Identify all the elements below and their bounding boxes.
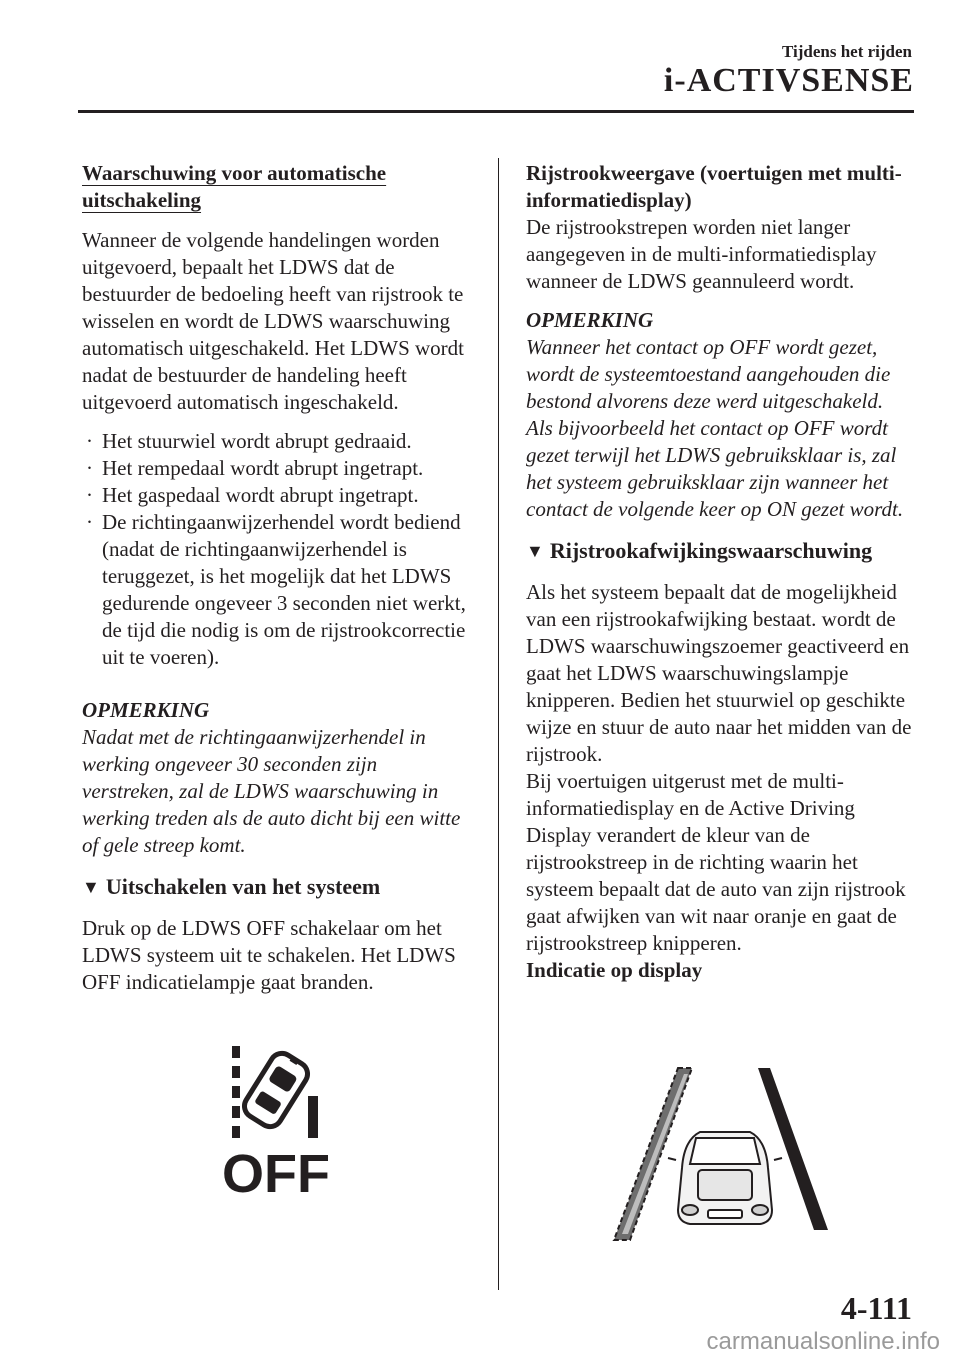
lane-departure-title: Rijstrookafwijkingswaarschuwing xyxy=(549,538,873,563)
bullet-text: Het gaspedaal wordt abrupt ingetrapt. xyxy=(102,483,419,507)
header-section-title: Tijdens het rijden xyxy=(781,42,912,61)
note-text: Nadat met de richtingaanwijzerhendel in werking ongeveer 30 seconden zijn verstreken, zal de LDWS waarschuwing in werking treden als de auto dicht bij een witte of gele streep komt. xyxy=(82,725,461,857)
note-label: OPMERKING xyxy=(526,308,654,332)
lane-departure-heading xyxy=(526,537,914,565)
bullet-dot: · xyxy=(86,483,93,507)
lane-display-heading: Rijstrookweergave (voertuigen met multi-informatiedisplay) xyxy=(526,161,902,212)
note-text: Wanneer het contact op OFF wordt gezet, wordt de systeemtoestand aangehouden die bestond alvorens deze werd uitgeschakeld. Als bijvoorbeeld het contact op OFF wordt gezet terwijl het LDWS gebruiksklaar is, zal het systeem gebruiksklaar zijn wanneer het contact de volgende keer op ON gezet wordt. xyxy=(526,335,904,521)
auto-disable-heading: Waarschuwing voor automatische uitschakeling xyxy=(82,161,387,212)
list-item xyxy=(82,509,470,671)
list-item xyxy=(82,455,470,482)
page-number: 4-111 xyxy=(840,1290,912,1326)
lane-departure-para1: Als het systeem bepaalt dat de mogelijkheid van een rijstrookafwijking bestaat. wordt de LDWS waarschuwingszoemer geactiveerd en gaat het LDWS waarschuwingslampje knipperen. Bedien het stuurwiel op geschikte wijze en stuur de auto naar het midden van de rijstrook. xyxy=(526,580,912,766)
left-column xyxy=(82,160,470,1008)
footer-watermark-url: carmanualsonline.info xyxy=(706,1328,940,1355)
column-divider xyxy=(498,158,499,1290)
bullet-dot: · xyxy=(86,429,93,453)
list-item xyxy=(82,482,470,509)
disable-system-text: Druk op de LDWS OFF schakelaar om het LDWS systeem uit te schakelen. Het LDWS OFF indicatielampje gaat branden. xyxy=(82,916,456,994)
triangle-marker-icon: ▼ xyxy=(526,541,544,561)
display-indication-label: Indicatie op display xyxy=(526,958,703,982)
auto-disable-intro: Wanneer de volgende handelingen worden uitgevoerd, bepaalt het LDWS dat de bestuurder de bedoeling heeft van rijstrook te wisselen en wordt de LDWS waarschuwing automatisch uitgeschakeld. Het LDWS wordt nadat de bestuurder de handeling heeft uitgevoerd automatisch ingeschakeld. xyxy=(82,228,464,414)
lane-departure-display-icon xyxy=(600,1060,840,1250)
list-item xyxy=(82,428,470,455)
lane-display-text: De rijstrookstrepen worden niet langer aangegeven in de multi-informatiedisplay wanneer de LDWS geannuleerd wordt. xyxy=(526,215,877,293)
bullet-dot: · xyxy=(86,510,93,534)
note-label: OPMERKING xyxy=(82,698,210,722)
lane-departure-para2: Bij voertuigen uitgerust met de multi-informatiedisplay en de Active Driving Display verandert de kleur van de rijstrookstreep in de richting waarin het systeem bepaalt dat de auto van zijn rijstrook gaat afwijken van wit naar oranje en gaat de rijstrookstreep knipperen. xyxy=(526,769,906,955)
bullet-dot: · xyxy=(86,456,93,480)
right-column xyxy=(526,160,914,984)
header-rule xyxy=(78,110,914,113)
off-icon-text: OFF xyxy=(222,1144,330,1196)
bullet-text: Het rempedaal wordt abrupt ingetrapt. xyxy=(102,456,424,480)
bullet-text: Het stuurwiel wordt abrupt gedraaid. xyxy=(102,429,412,453)
auto-disable-heading-wrap xyxy=(82,160,422,214)
ldws-off-indicator-icon xyxy=(210,1044,342,1196)
auto-disable-bullet-list xyxy=(82,428,470,671)
header-chapter-title: i-ACTIVSENSE xyxy=(663,62,914,99)
disable-system-title: Uitschakelen van het systeem xyxy=(105,874,381,899)
triangle-marker-icon: ▼ xyxy=(82,877,100,897)
bullet-text: De richtingaanwijzerhendel wordt bediend (nadat de richtingaanwijzerhendel is teruggezet, is het mogelijk dat het LDWS gedurende ongeveer 3 seconden niet werkt, de tijd die nodig is om de rijstrookcorrectie uit te voeren). xyxy=(102,510,466,669)
disable-system-heading xyxy=(82,873,470,901)
